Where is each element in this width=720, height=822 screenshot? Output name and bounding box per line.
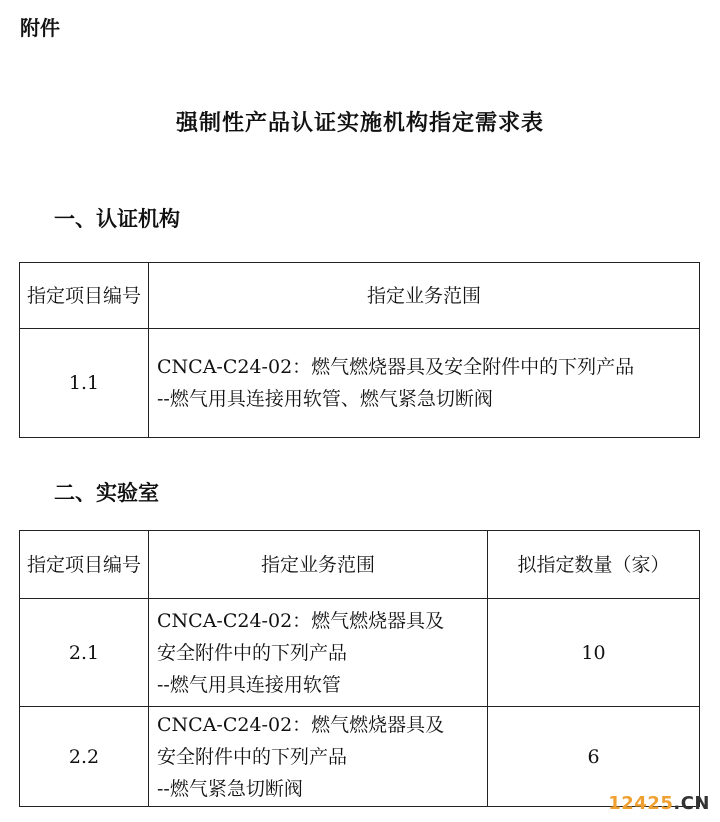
table-row — [20, 329, 700, 438]
scope-line: --燃气用具连接用软管、燃气紧急切断阀 — [157, 388, 493, 410]
header-item-number: 指定项目编号 — [20, 531, 149, 599]
table-row — [20, 599, 700, 707]
table-row — [20, 707, 700, 807]
header-scope: 指定业务范围 — [149, 531, 488, 599]
count-cell: 6 — [488, 707, 700, 807]
item-number: 1.1 — [20, 329, 149, 438]
header-scope: 指定业务范围 — [149, 263, 700, 329]
scope-line: --燃气用具连接用软管 — [157, 673, 341, 696]
certification-bodies-table — [19, 262, 700, 438]
scope-cell — [149, 599, 488, 707]
item-number: 2.1 — [20, 599, 149, 707]
item-number: 2.2 — [20, 707, 149, 807]
scope-line: 安全附件中的下列产品 — [157, 745, 348, 768]
scope-line: CNCA-C24-02：燃气燃烧器具及 — [157, 609, 445, 632]
table-header-row — [20, 263, 700, 329]
scope-line: CNCA-C24-02：燃气燃烧器具及安全附件中的下列产品 — [157, 356, 635, 378]
section-heading-certification-bodies: 一、认证机构 — [54, 207, 180, 231]
scope-line: CNCA-C24-02：燃气燃烧器具及 — [157, 713, 445, 736]
scope-cell — [149, 707, 488, 807]
attachment-label: 附件 — [20, 16, 60, 40]
site-watermark — [608, 793, 710, 814]
table-header-row — [20, 531, 700, 599]
watermark-domain: .CN — [673, 793, 710, 814]
scope-cell — [149, 329, 700, 438]
watermark-number: 12425 — [608, 793, 674, 814]
scope-line: --燃气紧急切断阀 — [157, 777, 303, 800]
count-cell: 10 — [488, 599, 700, 707]
header-item-number: 指定项目编号 — [20, 263, 149, 329]
scope-line: 安全附件中的下列产品 — [157, 641, 348, 664]
header-count: 拟指定数量（家） — [488, 531, 700, 599]
page-title: 强制性产品认证实施机构指定需求表 — [175, 111, 544, 136]
section-heading-laboratories: 二、实验室 — [54, 481, 159, 505]
laboratories-table — [19, 530, 700, 807]
